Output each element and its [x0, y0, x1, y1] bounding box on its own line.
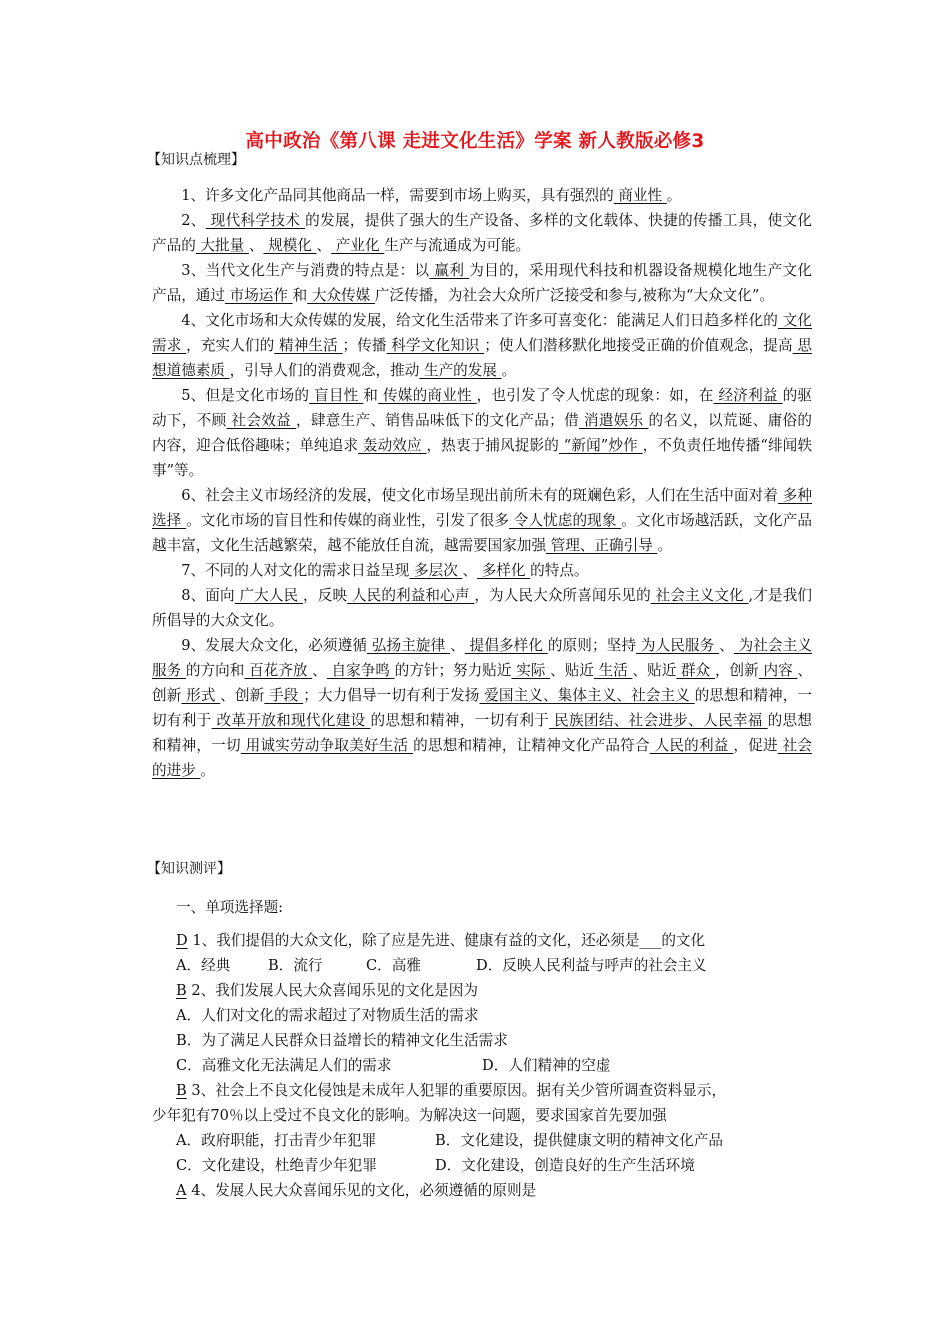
answer-mark: B — [176, 982, 187, 999]
text-segment: 、贴近 — [550, 662, 594, 679]
fill-blank-answer: 赢利 — [429, 262, 470, 279]
text-segment: ，为人民大众所喜闻乐见的 — [474, 587, 651, 604]
text-segment: 、贴近 — [632, 662, 677, 679]
fill-blank-answer: 文化需求 — [152, 312, 812, 354]
fill-blank-answer: 大众传媒 — [307, 287, 375, 304]
text-segment: ，促进 — [733, 737, 778, 754]
fill-blank-answer: 市场运作 — [224, 287, 293, 304]
text-segment: 为目的，采用现代科技和机器设备规模化地生产文化产品，通过 — [152, 262, 812, 304]
knowledge-item — [152, 483, 812, 558]
text-segment: 7、不同的人对文化的需求日益呈现 — [181, 562, 410, 579]
fill-blank-answer: 为社会主义服务 — [152, 637, 812, 679]
text-segment: 、 — [312, 662, 327, 679]
text-segment: ，创新 — [714, 662, 759, 679]
text-segment: 2、 — [181, 212, 206, 229]
text-segment: 生产与流通成为可能。 — [384, 237, 531, 254]
option-d: D．人们精神的空虚 — [482, 1057, 611, 1074]
fill-blank-answer: 用诚实劳动争取美好生活 — [240, 737, 414, 754]
text-segment: 和 — [292, 287, 308, 304]
knowledge-item — [152, 583, 812, 633]
question-3-stem-continued: 少年犯有70％以上受过不良文化的影响。为解决这一问题，要求国家首先要加强 — [152, 1107, 667, 1124]
fill-blank-answer: 消遣娱乐 — [578, 412, 649, 429]
fill-blank-answer: 实际 — [511, 662, 551, 679]
fill-blank-answer: 百花齐放 — [244, 662, 313, 679]
text-segment: 9、发展大众文化，必须遵循 — [181, 637, 368, 654]
knowledge-item — [152, 208, 812, 258]
text-segment: 。 — [657, 537, 673, 554]
option-d: D．反映人民利益与呼声的社会主义 — [476, 957, 707, 974]
question-1 — [176, 930, 705, 952]
fill-blank-answer: 人民的利益 — [649, 737, 734, 754]
text-segment: ，不负责任地传播“绯闻轶事”等。 — [152, 437, 812, 479]
text-segment: 的思想和精神，一切有利于 — [370, 712, 550, 729]
text-segment: 、 — [248, 237, 264, 254]
fill-blank-answer: 产业化 — [331, 237, 385, 254]
fill-blank-answer: 多层次 — [409, 562, 463, 579]
fill-blank-answer: 传媒的商业性 — [378, 387, 477, 404]
fill-blank-answer: 提倡多样化 — [464, 637, 548, 654]
option-d: D．文化建设，创造良好的生产生活环境 — [435, 1157, 695, 1174]
text-segment: 4、文化市场和大众传媒的发展，给文化生活带来了许多可喜变化：能满足人们日趋多样化的 — [181, 312, 778, 329]
option-a: A．经典 — [176, 957, 231, 974]
fill-blank-answer: 多样化 — [477, 562, 531, 579]
text-segment: 的方针；努力贴近 — [394, 662, 512, 679]
text-segment: 和 — [363, 387, 379, 404]
fill-blank-answer: 弘扬主旋律 — [367, 637, 451, 654]
text-segment: 的名义，以荒诞、庸俗的内容，迎合低俗趣味；单纯追求 — [152, 412, 812, 454]
text-segment: 的发展，提供了强大的生产设备、多样的文化载体、快捷的传播工具，使文化产品的 — [152, 212, 812, 254]
question-4 — [176, 1180, 536, 1202]
fill-blank-answer: 商业性 — [613, 187, 667, 204]
text-segment: 1、许多文化产品同其他商品一样，需要到市场上购买，具有强烈的 — [181, 187, 614, 204]
fill-blank-answer: 管理、正确引导 — [546, 537, 658, 554]
text-segment: ,才是我们所倡导的大众文化。 — [152, 587, 812, 629]
fill-blank-answer: 广大人民 — [234, 587, 304, 604]
fill-blank-answer: 轰动效应 — [358, 437, 427, 454]
fill-blank-answer: 改革开放和现代化建设 — [211, 712, 371, 729]
fill-blank-answer: 大批量 — [195, 237, 249, 254]
fill-blank-answer: 人民的利益和心声 — [347, 587, 475, 604]
fill-blank-answer: 生产的发展 — [419, 362, 502, 379]
option-a: A．人们对文化的需求超过了对物质生活的需求 — [176, 1007, 479, 1024]
text-segment: 。 — [501, 362, 517, 379]
knowledge-item — [152, 258, 812, 308]
option-c: C．高雅文化无法满足人们的需求 — [176, 1057, 392, 1074]
option-a: A．政府职能，打击青少年犯罪 — [176, 1132, 377, 1149]
text-segment: 。 — [200, 762, 216, 779]
text-segment: 、 — [450, 637, 465, 654]
text-segment: ；大力倡导一切有利于发扬 — [303, 687, 480, 704]
text-segment: 。 — [759, 287, 774, 304]
text-segment: ，也引发了令人忧虑的现象：如，在 — [476, 387, 714, 404]
fill-blank-answer: 精神生活 — [274, 337, 343, 354]
answer-mark: D — [176, 932, 188, 949]
fill-blank-answer: 多种选择 — [152, 487, 812, 529]
text-segment: ，反映 — [303, 587, 348, 604]
question-stem: 3、社会上不良文化侵蚀是未成年人犯罪的重要原因。据有关少管所调查资料显示， — [191, 1082, 727, 1099]
text-segment: 。 — [666, 187, 682, 204]
text-segment: 。文化市场的盲目性和传媒的商业性，引发了很多 — [186, 512, 510, 529]
fill-blank-answer: 经济利益 — [713, 387, 783, 404]
text-segment: 的特点。 — [530, 562, 589, 579]
text-segment: 的驱动下，不顾 — [152, 387, 812, 429]
text-segment: ；传播 — [342, 337, 387, 354]
fill-blank-answer: 社会效益 — [226, 412, 296, 429]
quiz-heading: 一、单项选择题: — [176, 899, 284, 916]
fill-blank-answer: “新闻”炒作 — [559, 437, 643, 454]
knowledge-item — [152, 383, 812, 483]
text-segment: 的原则；坚持 — [547, 637, 637, 654]
knowledge-item — [152, 308, 812, 383]
text-segment: 6、社会主义市场经济的发展，使文化市场呈现出前所未有的斑斓色彩，人们在生活中面对着 — [181, 487, 778, 504]
text-segment: ，肆意生产、销售品味低下的文化产品；借 — [295, 412, 579, 429]
question-3-options-cd — [176, 1155, 695, 1177]
section-heading-knowledge: 【知识点梳理】 — [147, 152, 245, 168]
question-3-options-ab — [176, 1130, 723, 1152]
text-segment: ；使人们潜移默化地接受正确的价值观念，提高 — [484, 337, 793, 354]
fill-blank-answer: 现代科学技术 — [205, 212, 306, 229]
fill-blank-answer: 科学文化知识 — [386, 337, 485, 354]
fill-blank-answer: 自家争鸣 — [326, 662, 395, 679]
fill-blank-answer: 内容 — [758, 662, 798, 679]
fill-blank-answer: 规模化 — [263, 237, 317, 254]
fill-blank-answer: 盲目性 — [309, 387, 364, 404]
page-title: 高中政治《第八课 走进文化生活》学案 新人教版必修3 — [245, 131, 705, 152]
question-stem: 1、我们提倡的大众文化，除了应是先进、健康有益的文化，还必须是___的文化 — [192, 932, 706, 949]
text-segment: 的思想和精神，一切 — [152, 712, 812, 754]
knowledge-list — [152, 183, 812, 783]
knowledge-item — [152, 558, 812, 583]
question-2-options-cd — [176, 1055, 610, 1077]
question-stem: 4、发展人民大众喜闻乐见的文化，必须遵循的原则是 — [191, 1182, 537, 1199]
knowledge-item — [152, 633, 812, 783]
text-segment: 的思想和精神，让精神文化产品符合 — [413, 737, 650, 754]
question-stem: 2、我们发展人民大众喜闻乐见的文化是因为 — [191, 982, 478, 999]
text-segment: ，热衷于捕风捉影的 — [426, 437, 559, 454]
option-b: B．为了满足人民群众日益增长的精神文化生活需求 — [176, 1032, 508, 1049]
fill-blank-answer: 爱国主义、集体主义、社会主义 — [479, 687, 695, 704]
fill-blank-answer: 为人民服务 — [636, 637, 720, 654]
section-heading-quiz: 【知识测评】 — [147, 861, 231, 877]
fill-blank-answer: 群众 — [676, 662, 715, 679]
text-segment: 5、但是文化市场的 — [181, 387, 310, 404]
answer-mark: B — [176, 1082, 187, 1099]
option-b: B．文化建设，提供健康文明的精神文化产品 — [435, 1132, 724, 1149]
fill-blank-answer: 形式 — [181, 687, 221, 704]
fill-blank-answer: 思想道德素质 — [152, 337, 813, 379]
text-segment: 、 — [316, 237, 332, 254]
text-segment: 3、当代文化生产与消费的特点是：以 — [181, 262, 430, 279]
fill-blank-answer: 令人忧虑的现象 — [509, 512, 622, 529]
text-segment: 的思想和精神，一切有利于 — [152, 687, 813, 729]
text-segment: 、创新 — [220, 687, 265, 704]
text-segment: 8、面向 — [181, 587, 235, 604]
question-1-options — [176, 955, 707, 977]
fill-blank-answer: 生活 — [593, 662, 633, 679]
text-segment: 的方向和 — [185, 662, 245, 679]
text-segment: 、创新 — [152, 662, 812, 704]
option-b: B．流行 — [268, 957, 323, 974]
text-segment: 。文化市场越活跃，文化产品越丰富，文化生活越繁荣，越不能放任自流，越需要国家加强 — [152, 512, 812, 554]
text-segment: ，引导人们的消费观念，推动 — [229, 362, 420, 379]
fill-blank-answer: 社会的进步 — [152, 737, 812, 779]
text-segment: “大众文化” — [686, 287, 760, 304]
fill-blank-answer: 民族团结、社会进步、人民幸福 — [549, 712, 768, 729]
fill-blank-answer: 手段 — [264, 687, 304, 704]
option-c: C．文化建设，杜绝青少年犯罪 — [176, 1157, 377, 1174]
answer-mark: A — [176, 1182, 187, 1199]
question-3 — [176, 1080, 726, 1102]
text-segment: 广泛传播，为社会大众所广泛接受和参与,被称为 — [374, 287, 687, 304]
knowledge-item — [152, 183, 812, 208]
fill-blank-answer: 社会主义文化 — [650, 587, 749, 604]
option-c: C．高雅 — [366, 957, 421, 974]
question-2 — [176, 980, 478, 1002]
text-segment: ，充实人们的 — [186, 337, 275, 354]
text-segment: 、 — [462, 562, 478, 579]
text-segment: 、 — [719, 637, 734, 654]
